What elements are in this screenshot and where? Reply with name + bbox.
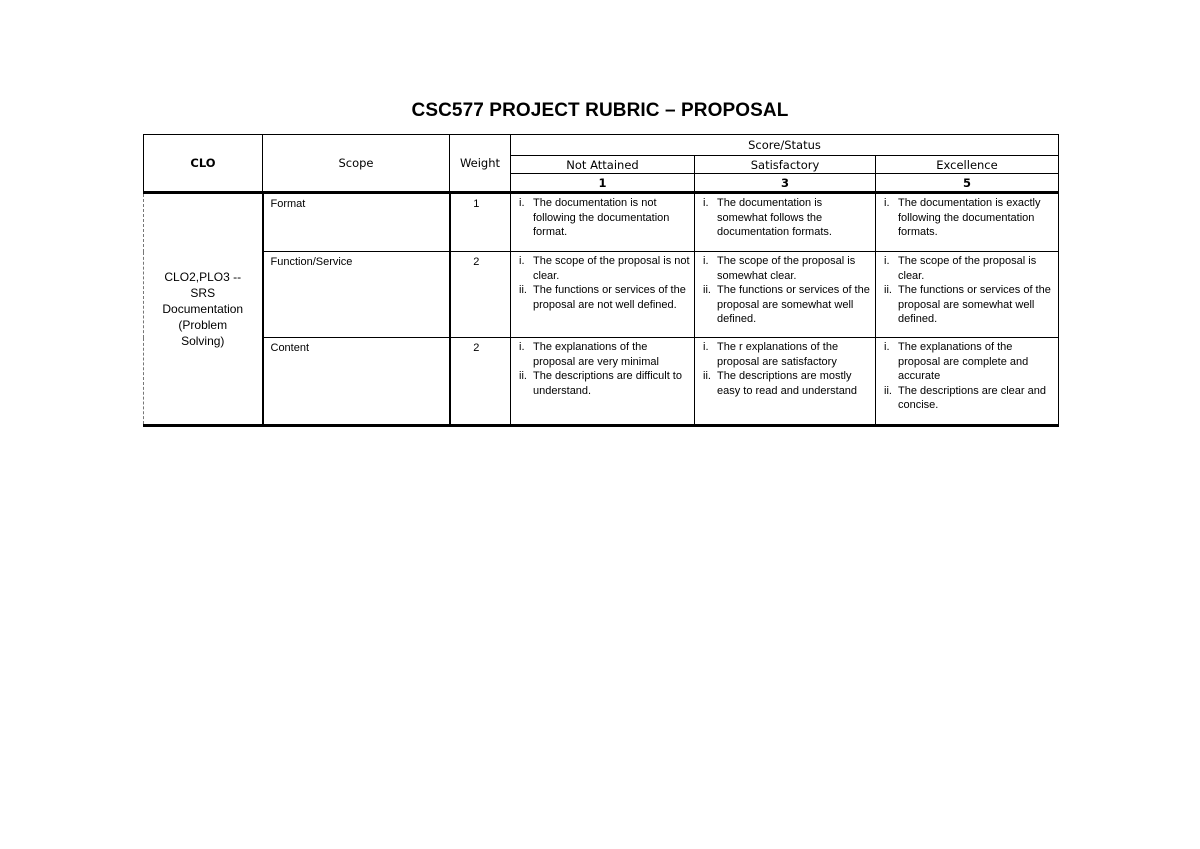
item-text: The scope of the proposal is not clear.	[533, 255, 690, 282]
item-number: i.	[884, 255, 890, 267]
item-text: The documentation is somewhat follows the documentation formats.	[717, 197, 832, 238]
header-level-satisfactory: Satisfactory	[695, 156, 876, 174]
criteria-item	[703, 283, 871, 327]
item-number: ii.	[519, 284, 527, 296]
criteria-item	[884, 384, 1054, 413]
item-number: ii.	[703, 370, 711, 382]
item-text: The descriptions are clear and concise.	[898, 384, 1046, 411]
item-number: ii.	[519, 370, 527, 382]
header-score-5: 5	[876, 174, 1059, 193]
header-clo: CLO	[144, 135, 263, 193]
criteria-list	[876, 338, 1058, 413]
criteria-item	[519, 196, 690, 240]
criteria-item	[884, 283, 1054, 327]
clo-line: Documentation	[162, 302, 244, 316]
clo-cell	[144, 193, 263, 426]
header-score-status: Score/Status	[511, 135, 1059, 156]
item-text: The functions or services of the proposal are somewhat well defined.	[898, 284, 1051, 325]
item-text: The functions or services of the proposal are somewhat well defined.	[717, 284, 870, 325]
item-text: The r explanations of the proposal are satisfactory	[717, 341, 839, 368]
item-number: ii.	[884, 384, 892, 397]
item-number: i.	[703, 197, 709, 209]
criteria-item	[884, 340, 1054, 384]
table-row	[144, 193, 1059, 252]
item-text: The scope of the proposal is clear.	[898, 255, 1037, 282]
criteria-list	[511, 252, 694, 312]
criteria-item	[519, 254, 690, 283]
item-text: The scope of the proposal is somewhat clear.	[717, 255, 856, 282]
item-number: i.	[519, 341, 525, 353]
criteria-list	[511, 338, 694, 398]
weight-value: 2	[473, 256, 480, 268]
item-number: ii.	[884, 284, 892, 296]
item-number: ii.	[703, 284, 711, 296]
item-text: The functions or services of the proposal are not well defined.	[533, 284, 686, 311]
criteria-item	[519, 340, 690, 369]
criteria-item	[703, 340, 871, 369]
item-text: The descriptions are difficult to understand.	[533, 370, 682, 397]
criteria-list	[695, 252, 875, 327]
criteria-item	[519, 369, 690, 398]
criteria-item	[884, 254, 1054, 283]
criteria-item	[519, 283, 690, 312]
item-text: The explanations of the proposal are complete and accurate	[898, 341, 1029, 382]
table-row	[144, 252, 1059, 338]
criteria-list	[695, 338, 875, 398]
scope-label: Content	[270, 342, 310, 354]
item-number: i.	[884, 341, 890, 353]
item-number: i.	[519, 255, 525, 267]
header-weight: Weight	[450, 135, 511, 193]
item-number: i.	[703, 341, 709, 353]
page-title: CSC577 PROJECT RUBRIC – PROPOSAL	[411, 100, 789, 121]
item-number: i.	[519, 197, 525, 209]
criteria-list	[876, 194, 1058, 240]
item-text: The explanations of the proposal are very minimal	[533, 341, 659, 368]
rubric-table	[143, 134, 1059, 427]
criteria-item	[884, 196, 1054, 240]
header-scope: Scope	[263, 135, 450, 193]
weight-value: 2	[473, 342, 480, 354]
item-text: The documentation is not following the documentation format.	[533, 197, 670, 238]
header-level-excellence: Excellence	[876, 156, 1059, 174]
clo-line: SRS	[190, 286, 216, 300]
criteria-list	[511, 194, 694, 240]
header-score-3: 3	[695, 174, 876, 193]
scope-label: Function/Service	[270, 256, 353, 268]
criteria-item	[703, 196, 871, 240]
criteria-item	[703, 369, 871, 398]
header-score-1: 1	[511, 174, 695, 193]
criteria-item	[703, 254, 871, 283]
clo-line: (Problem	[178, 318, 228, 332]
item-number: i.	[884, 197, 890, 209]
header-level-not-attained: Not Attained	[511, 156, 695, 174]
scope-label: Format	[270, 198, 306, 210]
clo-line: CLO2,PLO3 --	[164, 270, 242, 284]
item-text: The descriptions are mostly easy to read and understand	[717, 370, 858, 397]
weight-value: 1	[473, 198, 480, 210]
table-row	[144, 338, 1059, 426]
item-number: i.	[703, 255, 709, 267]
criteria-list	[695, 194, 875, 240]
clo-line: Solving)	[181, 334, 225, 348]
item-text: The documentation is exactly following the documentation formats.	[898, 197, 1041, 238]
criteria-list	[876, 252, 1058, 327]
